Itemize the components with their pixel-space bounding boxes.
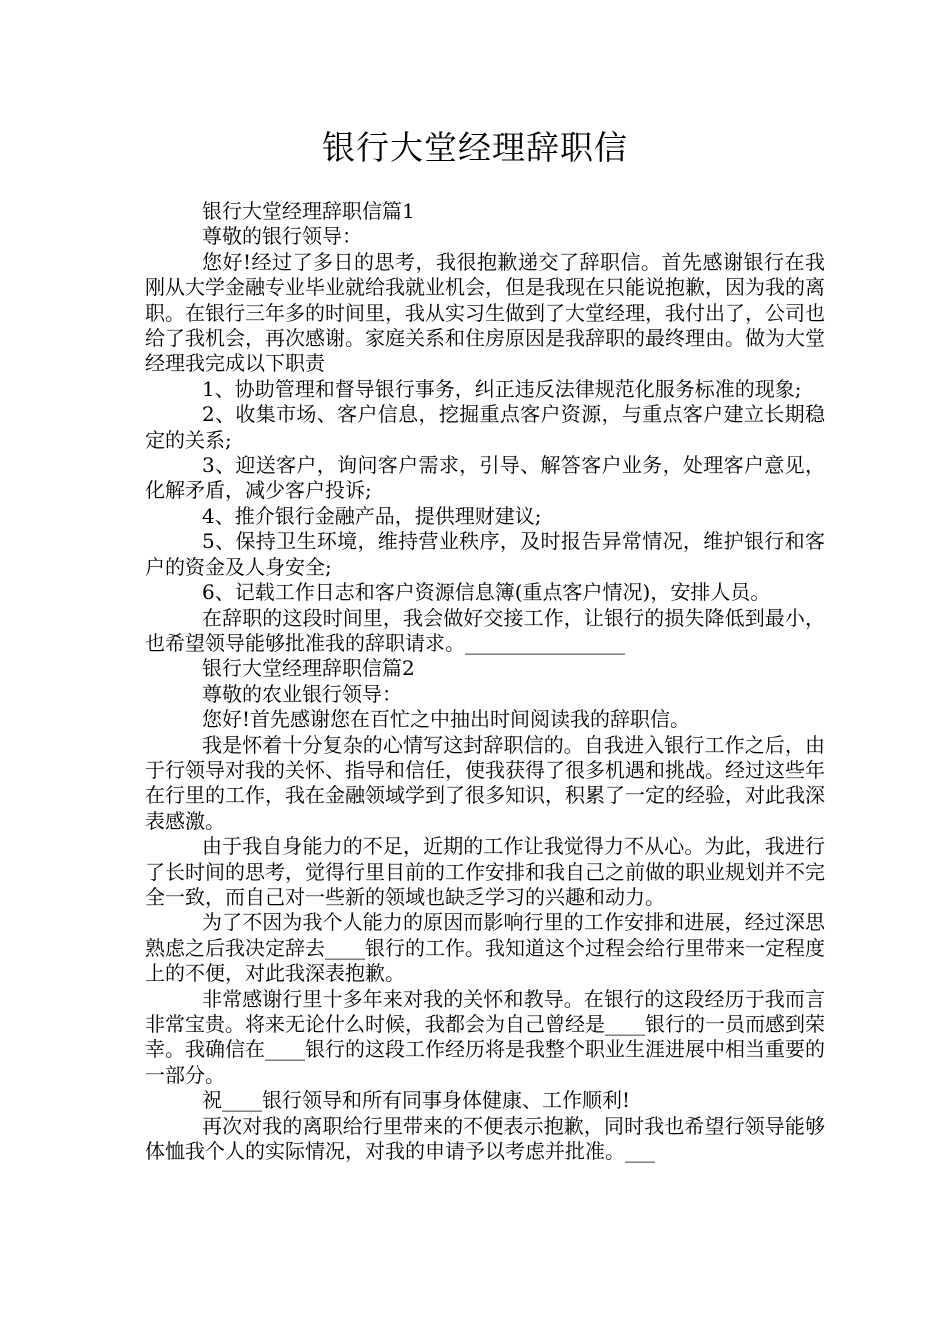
closing-paragraph: 再次对我的离职给行里带来的不便表示抱歉，同时我也希望行领导能够体恤我个人的实际情况，对我的申请予以考虑并批准。___ (145, 1113, 825, 1164)
document-body (145, 199, 825, 1164)
body-paragraph: 由于我自身能力的不足，近期的工作让我觉得力不从心。为此，我进行了长时间的思考，觉得行里目前的工作安排和我自己之前做的职业规划并不完全一致，而自己对一些新的领域也缺乏学习的兴趣和动力。 (145, 834, 825, 909)
body-paragraph: 为了不因为我个人能力的原因而影响行里的工作安排和进展，经过深思熟虑之后我决定辞去____银行的工作。我知道这个过程会给行里带来一定程度上的不便，对此我深表抱歉。 (145, 910, 825, 986)
duty-item-5: 5、保持卫生环境，维持营业秩序，及时报告异常情况，维护银行和客户的资金及人身安全; (145, 529, 825, 579)
section-heading-1: 银行大堂经理辞职信篇1 (202, 199, 415, 223)
greeting-paragraph: 您好!首先感谢您在百忙之中抽出时间阅读我的辞职信。 (202, 707, 691, 732)
salutation-1: 尊敬的银行领导： (202, 224, 362, 249)
body-paragraph: 在辞职的这段时间里，我会做好交接工作，让银行的损失降低到最小，也希望领导能够批准我的辞职请求。________________ (145, 605, 825, 655)
duty-item-6: 6、记载工作日志和客户资源信息簿(重点客户情况)，安排人员。 (202, 580, 771, 605)
duty-item-4: 4、推介银行金融产品，提供理财建议; (202, 503, 542, 528)
body-paragraph: 您好!经过了多日的思考，我很抱歉递交了辞职信。首先感谢银行在我刚从大学金融专业毕业就给我就业机会，但是我现在只能说抱歉，因为我的离职。在银行三年多的时间里，我从实习生做到了大堂经理，我付出了，公司也给了我机会，再次感谢。家庭关系和住房原因是我辞职的最终理由。做为大堂经理我完成以下职责 (145, 249, 825, 376)
section-heading-2: 银行大堂经理辞职信篇2 (202, 656, 415, 681)
body-paragraph: 非常感谢行里十多年来对我的关怀和教导。在银行的这段经历于我而言非常宝贵。将来无论什么时候，我都会为自己曾经是____银行的一员而感到荣幸。我确信在____银行的这段工作经历将是我整个职业生涯进展中相当重要的一部分。 (145, 986, 825, 1087)
duty-item-3: 3、迎送客户，询问客户需求，引导、解答客户业务，处理客户意见，化解矛盾，减少客户投诉; (145, 453, 825, 503)
salutation-2: 尊敬的农业银行领导： (202, 681, 402, 706)
document-title: 银行大堂经理辞职信 (322, 128, 628, 167)
duty-item-1: 1、协助管理和督导银行事务，纠正违反法律规范化服务标准的现象; (202, 376, 802, 401)
body-paragraph: 我是怀着十分复杂的心情写这封辞职信的。自我进入银行工作之后，由于行领导对我的关怀、指导和信任，使我获得了很多机遇和挑战。经过这些年在行里的工作，我在金融领域学到了很多知识，积累了一定的经验，对此我深表感激。 (145, 732, 825, 833)
duty-item-2: 2、收集市场、客户信息，挖掘重点客户资源，与重点客户建立长期稳定的关系; (145, 402, 825, 452)
wishes-paragraph: 祝____银行领导和所有同事身体健康、工作顺利! (202, 1088, 631, 1113)
